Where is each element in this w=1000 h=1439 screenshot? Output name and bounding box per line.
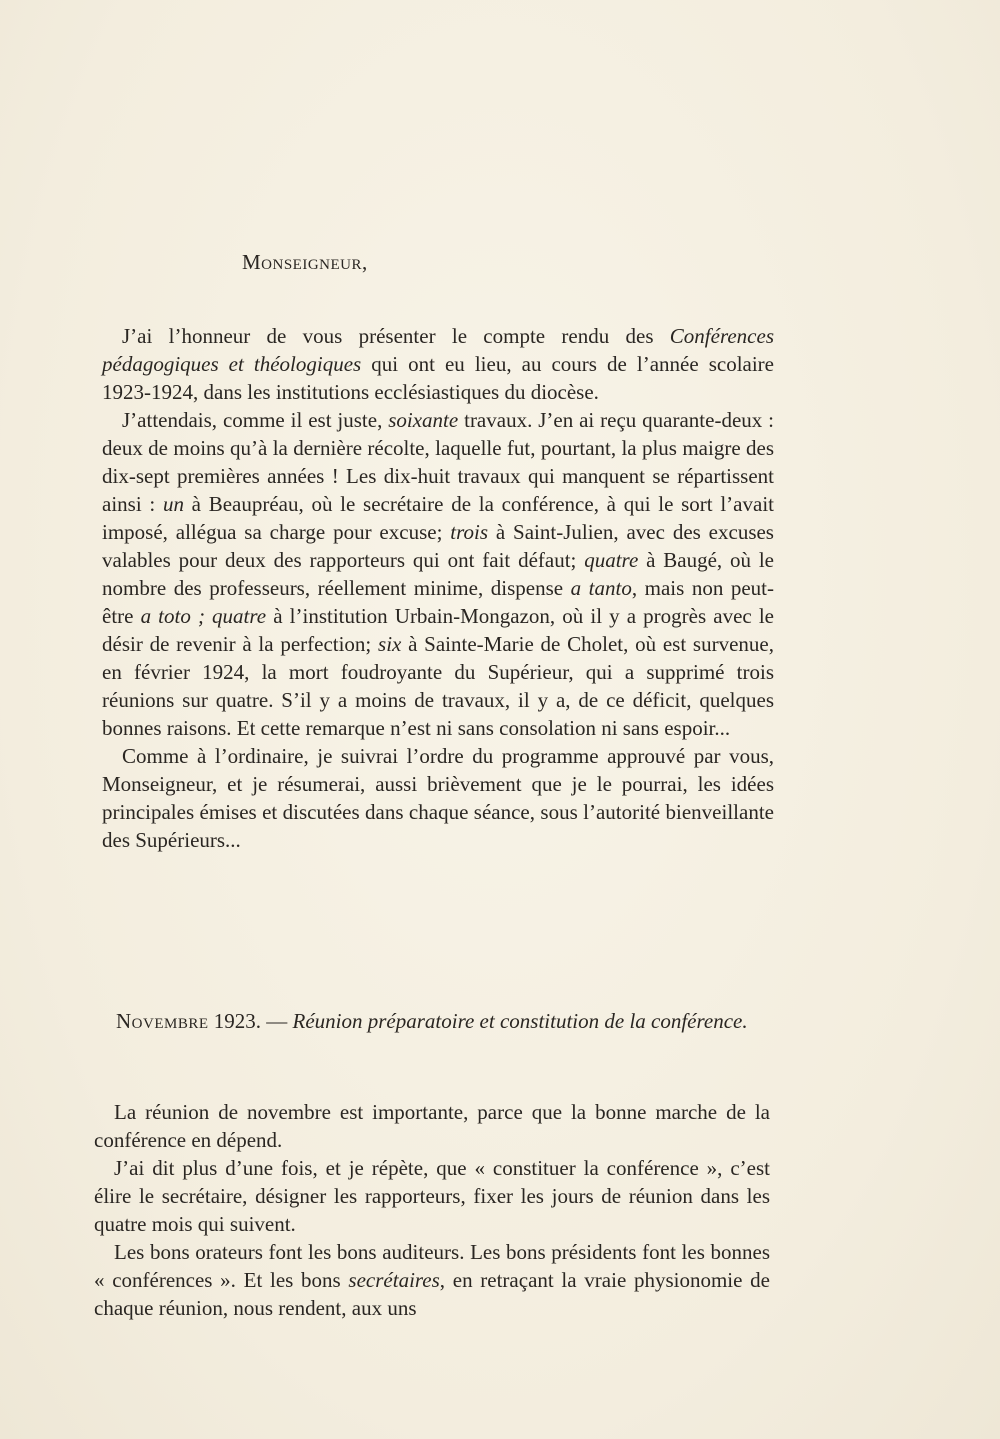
text-run: à Beaupréau, où le secrétaire de la conférence, à qui le sort l’avait imposé, allégua sa charge pour excuse; — [102, 492, 774, 544]
text-run: J’attendais, comme il est juste, — [122, 408, 389, 432]
text-run: travaux. J’en ai reçu quarante-deux : deux de moins qu’à la dernière récolte, laquelle fut, pourtant, la plus maigre des dix-sept premières années ! Les dix-huit travaux qui manquent se répartissent ainsi : — [102, 408, 774, 516]
paragraph-1 — [102, 322, 774, 406]
text-run: La réunion de novembre est importante, parce que la bonne marche de la conférence en dépend. — [94, 1100, 770, 1152]
text-run: , mais non peut-être — [102, 576, 775, 628]
italic-run: a toto ; quatre — [140, 604, 267, 628]
italic-run: quatre — [584, 548, 639, 572]
section-text — [94, 1098, 770, 1322]
italic-run: a tanto — [570, 576, 632, 600]
text-run: à Sainte-Marie de Cholet, où est survenue, en février 1924, la mort foudroyante du Supérieur, qui a supprimé trois réunions sur quatre. S’il y a moins de travaux, il y a, de ce déficit, quelques bonnes raisons. Et cette remarque n’est ni sans consolation ni sans espoir... — [102, 632, 774, 740]
salutation: Monseigneur, — [242, 250, 368, 274]
italic-run: soixante — [388, 408, 459, 432]
text-run: Les bons orateurs font les bons auditeurs. Les bons présidents font les bonnes « conférences ». Et les bons — [94, 1240, 770, 1292]
section-heading — [96, 1007, 772, 1035]
text-run: Comme à l’ordinaire, je suivrai l’ordre du programme approuvé par vous, Monseigneur, et je résumerai, aussi brièvement que je le pourrai, les idées principales émises et discutées dans chaque séance, sous l’autorité bienveillante des Supérieurs... — [102, 744, 774, 852]
text-run: J’ai dit plus d’une fois, et je répète, que « constituer la conférence », c’est élire le secrétaire, désigner les rapporteurs, fixer les jours de réunion dans les quatre mois qui suivent. — [94, 1156, 770, 1236]
paragraph-5 — [94, 1154, 770, 1238]
intro-text — [102, 322, 774, 854]
text-run: J’ai l’honneur de vous présenter le compte rendu des — [122, 324, 670, 348]
section-dash: — — [266, 1009, 288, 1033]
section-month: Novembre — [116, 1009, 209, 1033]
text-run: à l’institution Urbain-Mongazon, où il y a progrès avec le désir de revenir à la perfection; — [102, 604, 774, 656]
paragraph-4 — [94, 1098, 770, 1154]
italic-run: six — [378, 632, 402, 656]
section-title: Réunion préparatoire et constitution de la conférence. — [292, 1009, 748, 1033]
section-year: 1923. — [213, 1009, 262, 1033]
italic-run: un — [162, 492, 184, 516]
paragraph-2 — [102, 406, 774, 742]
paragraph-6 — [94, 1238, 770, 1322]
text-run: qui ont eu lieu, au cours de l’année scolaire 1923-1924, dans les institutions ecclésiastiques du diocèse. — [102, 352, 774, 404]
text-run: à Saint-Julien, avec des excuses valables pour deux des rapporteurs qui ont fait défaut; — [102, 520, 774, 572]
paragraph-3 — [102, 742, 774, 854]
italic-run: trois — [450, 520, 488, 544]
italic-run: secrétaires — [348, 1268, 440, 1292]
text-run: , en retraçant la vraie physionomie de chaque réunion, nous rendent, aux uns — [94, 1268, 770, 1320]
italic-run: Conférences pédagogiques et théologiques — [102, 324, 774, 376]
text-run: à Baugé, où le nombre des professeurs, réellement minime, dispense — [102, 548, 774, 600]
